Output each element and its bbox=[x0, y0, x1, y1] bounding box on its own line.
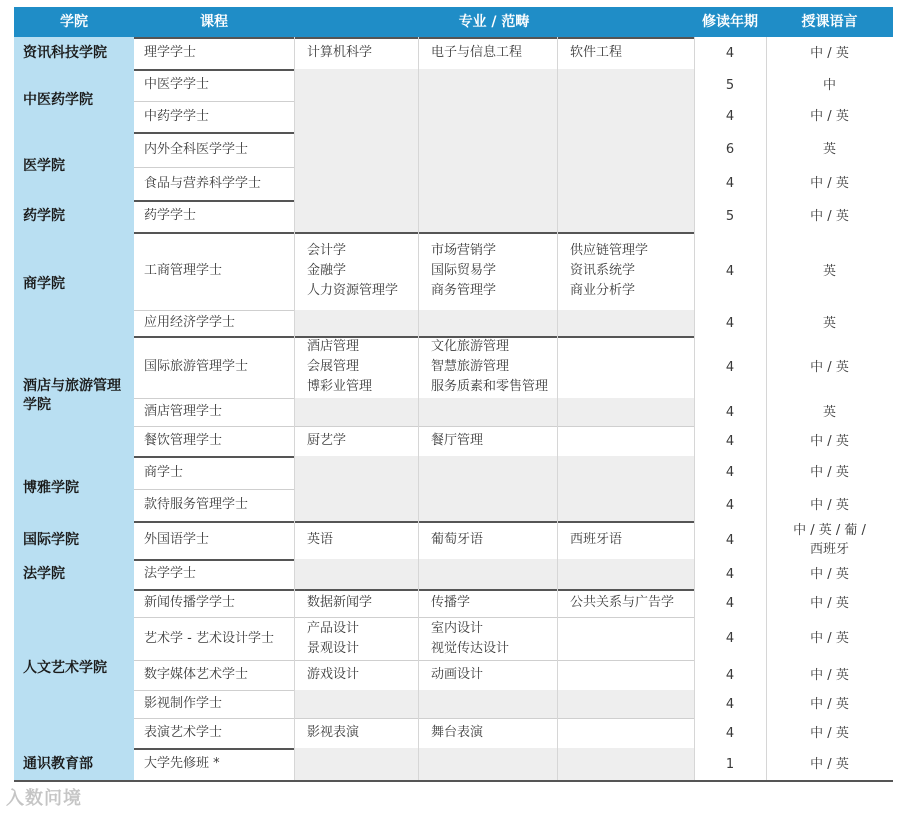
study-years bbox=[694, 426, 766, 456]
study-years bbox=[694, 589, 766, 617]
college-name-text: 药学院 bbox=[23, 207, 65, 224]
study-years-text: 4 bbox=[725, 497, 735, 513]
column-divider bbox=[694, 589, 695, 748]
college-name-text: 人文艺术学院 bbox=[23, 660, 107, 676]
teaching-language-text: 中 / 英 bbox=[810, 725, 849, 741]
course-name-text: 理学学士 bbox=[144, 45, 197, 60]
course-name-text: 影视制作学士 bbox=[144, 696, 223, 711]
column-divider bbox=[557, 521, 558, 559]
course-name-text: 餐饮管理学士 bbox=[144, 433, 223, 448]
teaching-language bbox=[766, 589, 893, 617]
teaching-language-text: 英 bbox=[822, 404, 836, 420]
major-item: 动画设计 bbox=[431, 667, 484, 682]
study-years bbox=[694, 456, 766, 489]
teaching-language bbox=[766, 310, 893, 336]
major-list bbox=[294, 398, 694, 426]
column-divider bbox=[294, 336, 295, 456]
major-list bbox=[294, 489, 694, 521]
teaching-language-text: 英 bbox=[822, 142, 836, 157]
teaching-language-text: 中 / 英 bbox=[810, 631, 849, 646]
header-course-text: 课程 bbox=[200, 14, 228, 30]
study-years-text: 4 bbox=[725, 263, 735, 279]
major-item: 计算机科学 bbox=[307, 45, 373, 60]
teaching-language-text: 中 / 英 bbox=[810, 45, 849, 61]
college-name bbox=[14, 748, 134, 780]
college-name-text: 博雅学院 bbox=[23, 480, 79, 496]
major-item: 商业分析学 bbox=[570, 283, 636, 298]
major-item: 智慧旅游管理 bbox=[431, 359, 510, 374]
college-name bbox=[14, 456, 134, 521]
column-divider bbox=[694, 232, 695, 336]
college-name-text: 国际学院 bbox=[23, 531, 79, 548]
column-divider bbox=[557, 69, 558, 132]
column-divider bbox=[766, 589, 767, 748]
teaching-language bbox=[766, 521, 893, 559]
column-divider bbox=[418, 336, 419, 456]
study-years-text: 4 bbox=[725, 532, 735, 548]
teaching-language bbox=[766, 336, 893, 398]
teaching-language bbox=[766, 200, 893, 232]
study-years bbox=[694, 489, 766, 521]
major-item: 室内设计 bbox=[431, 620, 484, 636]
course-name-text: 工商管理学士 bbox=[144, 263, 223, 278]
major-list bbox=[294, 617, 694, 660]
header-lang bbox=[766, 7, 893, 37]
study-years bbox=[694, 617, 766, 660]
course-name bbox=[134, 456, 294, 489]
college-name-text: 中医药学院 bbox=[23, 92, 93, 108]
course-name-text: 款待服务管理学士 bbox=[144, 497, 249, 512]
study-years bbox=[694, 748, 766, 780]
major-line bbox=[307, 43, 694, 63]
major-item: 市场营销学 bbox=[431, 243, 497, 258]
teaching-language-text: 中 / 英 bbox=[810, 359, 849, 375]
course-name bbox=[134, 336, 294, 398]
course-name bbox=[134, 718, 294, 748]
college-name-text: 医学院 bbox=[23, 157, 65, 174]
column-divider bbox=[294, 559, 295, 589]
major-item: 葡萄牙语 bbox=[431, 532, 484, 547]
course-name bbox=[134, 200, 294, 232]
column-divider bbox=[766, 559, 767, 589]
column-divider bbox=[294, 132, 295, 200]
column-divider bbox=[294, 200, 295, 232]
study-years-text: 4 bbox=[725, 566, 735, 582]
course-name bbox=[134, 690, 294, 718]
teaching-language-text: 中 / 英 bbox=[810, 433, 849, 449]
study-years bbox=[694, 132, 766, 167]
teaching-language-text: 中 / 英 / 葡 / 西班牙 bbox=[793, 523, 866, 557]
course-name-text: 中医学学士 bbox=[144, 77, 210, 92]
column-divider bbox=[766, 521, 767, 559]
course-name bbox=[134, 617, 294, 660]
study-years-text: 1 bbox=[725, 756, 735, 772]
major-item: 国际贸易学 bbox=[431, 263, 497, 278]
teaching-language bbox=[766, 101, 893, 132]
course-name bbox=[134, 132, 294, 167]
teaching-language-text: 中 bbox=[822, 77, 836, 93]
watermark-text: 入数问境 bbox=[6, 788, 82, 809]
study-years bbox=[694, 398, 766, 426]
major-item: 英语 bbox=[307, 532, 334, 547]
course-name bbox=[134, 310, 294, 336]
study-years-text: 4 bbox=[725, 465, 735, 480]
study-years-text: 4 bbox=[725, 631, 735, 646]
teaching-language bbox=[766, 37, 893, 69]
column-divider bbox=[557, 200, 558, 232]
major-item: 影视表演 bbox=[307, 725, 360, 740]
major-line bbox=[307, 281, 694, 301]
major-list bbox=[294, 69, 694, 101]
column-divider bbox=[766, 336, 767, 456]
major-line bbox=[307, 665, 694, 685]
course-name-text: 药学学士 bbox=[144, 208, 197, 223]
study-years bbox=[694, 101, 766, 132]
major-item: 文化旅游管理 bbox=[431, 339, 510, 354]
major-list bbox=[294, 718, 694, 748]
major-item: 会计学 bbox=[307, 243, 347, 258]
teaching-language-text: 英 bbox=[822, 315, 836, 331]
column-divider bbox=[766, 748, 767, 780]
major-list bbox=[294, 748, 694, 780]
major-line bbox=[307, 377, 694, 397]
study-years-text: 4 bbox=[725, 404, 735, 420]
column-divider bbox=[694, 456, 695, 521]
college-name-text: 资讯科技学院 bbox=[23, 44, 107, 61]
teaching-language bbox=[766, 132, 893, 167]
college-name bbox=[14, 336, 134, 456]
teaching-language-text: 中 / 英 bbox=[810, 595, 849, 611]
study-years-text: 6 bbox=[725, 142, 735, 157]
major-line bbox=[307, 593, 694, 613]
course-name bbox=[134, 489, 294, 521]
teaching-language bbox=[766, 718, 893, 748]
study-years bbox=[694, 167, 766, 200]
major-item: 产品设计 bbox=[307, 620, 360, 636]
major-item: 软件工程 bbox=[570, 45, 623, 60]
study-years bbox=[694, 718, 766, 748]
major-item: 电子与信息工程 bbox=[431, 45, 523, 60]
column-divider bbox=[557, 232, 558, 336]
teaching-language bbox=[766, 660, 893, 690]
college-name bbox=[14, 559, 134, 589]
teaching-language-text: 中 / 英 bbox=[810, 696, 849, 712]
teaching-language bbox=[766, 426, 893, 456]
course-name-text: 法学学士 bbox=[144, 566, 197, 581]
header-major bbox=[294, 7, 694, 37]
study-years-text: 4 bbox=[725, 595, 735, 611]
major-item: 视觉传达设计 bbox=[431, 640, 510, 656]
course-name bbox=[134, 101, 294, 132]
column-divider bbox=[766, 37, 767, 69]
column-divider bbox=[418, 232, 419, 336]
teaching-language-text: 中 / 英 bbox=[810, 465, 849, 480]
course-name bbox=[134, 521, 294, 559]
column-divider bbox=[418, 748, 419, 780]
course-name bbox=[134, 589, 294, 617]
column-divider bbox=[694, 69, 695, 132]
column-divider bbox=[294, 521, 295, 559]
column-divider bbox=[418, 132, 419, 200]
study-years bbox=[694, 232, 766, 310]
study-years bbox=[694, 521, 766, 559]
study-years-text: 4 bbox=[725, 315, 735, 331]
study-years bbox=[694, 69, 766, 101]
programme-table bbox=[14, 7, 893, 782]
course-name-text: 表演艺术学士 bbox=[144, 725, 223, 740]
column-divider bbox=[294, 69, 295, 132]
teaching-language-text: 中 / 英 bbox=[810, 566, 849, 582]
column-divider bbox=[294, 748, 295, 780]
column-divider bbox=[418, 37, 419, 69]
course-name bbox=[134, 167, 294, 200]
header-years-text: 修读年期 bbox=[702, 14, 758, 30]
course-name bbox=[134, 559, 294, 589]
study-years-text: 4 bbox=[725, 45, 735, 61]
header-college bbox=[14, 7, 134, 37]
major-line bbox=[307, 723, 694, 743]
column-divider bbox=[557, 589, 558, 748]
teaching-language bbox=[766, 398, 893, 426]
study-years-text: 4 bbox=[725, 667, 735, 683]
header-course bbox=[134, 7, 294, 37]
header-college-text: 学院 bbox=[60, 14, 88, 30]
major-line bbox=[307, 241, 694, 261]
major-item: 舞台表演 bbox=[431, 725, 484, 740]
column-divider bbox=[557, 748, 558, 780]
study-years bbox=[694, 310, 766, 336]
college-name bbox=[14, 232, 134, 336]
course-name-text: 酒店管理学士 bbox=[144, 404, 223, 419]
college-name-text: 法学院 bbox=[23, 565, 65, 582]
column-divider bbox=[766, 456, 767, 521]
college-name bbox=[14, 69, 134, 132]
major-list bbox=[294, 132, 694, 167]
college-name bbox=[14, 37, 134, 69]
major-list bbox=[294, 690, 694, 718]
course-name-text: 大学先修班 * bbox=[144, 756, 220, 771]
column-divider bbox=[557, 132, 558, 200]
teaching-language-text: 中 / 英 bbox=[810, 109, 849, 124]
major-list bbox=[294, 559, 694, 589]
major-list bbox=[294, 589, 694, 617]
major-list bbox=[294, 426, 694, 456]
study-years-text: 4 bbox=[725, 725, 735, 741]
major-item: 人力资源管理学 bbox=[307, 283, 399, 298]
course-name-text: 食品与营养科学学士 bbox=[144, 175, 262, 191]
major-item: 传播学 bbox=[431, 595, 471, 610]
study-years-text: 4 bbox=[725, 359, 735, 375]
major-item: 酒店管理 bbox=[307, 339, 360, 354]
column-divider bbox=[294, 589, 295, 748]
column-divider bbox=[418, 69, 419, 132]
course-name bbox=[134, 69, 294, 101]
major-line bbox=[307, 431, 694, 451]
college-name bbox=[14, 200, 134, 232]
teaching-language bbox=[766, 559, 893, 589]
course-name-text: 内外全科医学学士 bbox=[144, 141, 249, 157]
teaching-language-text: 中 / 英 bbox=[810, 667, 849, 683]
study-years bbox=[694, 559, 766, 589]
major-item: 厨艺学 bbox=[307, 433, 347, 448]
course-name-text: 中药学学士 bbox=[144, 108, 210, 124]
major-item: 会展管理 bbox=[307, 359, 360, 374]
teaching-language-text: 中 / 英 bbox=[810, 208, 849, 224]
column-divider bbox=[418, 521, 419, 559]
study-years bbox=[694, 336, 766, 398]
study-years-text: 4 bbox=[725, 109, 735, 124]
major-list bbox=[294, 336, 694, 398]
study-years-text: 5 bbox=[725, 77, 735, 93]
column-divider bbox=[557, 456, 558, 521]
column-divider bbox=[694, 37, 695, 69]
major-item: 公共关系与广告学 bbox=[570, 595, 675, 610]
major-item: 服务质素和零售管理 bbox=[431, 379, 549, 394]
column-divider bbox=[694, 200, 695, 232]
major-list bbox=[294, 167, 694, 200]
header-lang-text: 授课语言 bbox=[801, 14, 858, 30]
course-name bbox=[134, 398, 294, 426]
teaching-language bbox=[766, 232, 893, 310]
teaching-language-text: 中 / 英 bbox=[810, 497, 849, 513]
major-item: 供应链管理学 bbox=[570, 243, 649, 258]
course-name-text: 商学士 bbox=[144, 464, 184, 480]
major-line bbox=[307, 357, 694, 377]
major-list bbox=[294, 101, 694, 132]
college-name bbox=[14, 589, 134, 748]
course-name bbox=[134, 426, 294, 456]
college-name-text: 通识教育部 bbox=[23, 755, 93, 772]
course-name-text: 应用经济学学士 bbox=[144, 315, 236, 330]
major-list bbox=[294, 521, 694, 559]
major-line bbox=[307, 639, 694, 659]
header-major-text: 专业 / 范畴 bbox=[458, 14, 530, 30]
major-item: 资讯系统学 bbox=[570, 263, 636, 278]
major-list bbox=[294, 200, 694, 232]
teaching-language bbox=[766, 748, 893, 780]
study-years bbox=[694, 660, 766, 690]
course-name-text: 新闻传播学学士 bbox=[144, 595, 236, 610]
major-item: 商务管理学 bbox=[431, 283, 497, 298]
column-divider bbox=[294, 37, 295, 69]
study-years-text: 5 bbox=[725, 208, 735, 224]
study-years-text: 4 bbox=[725, 696, 735, 712]
column-divider bbox=[557, 336, 558, 456]
study-years-text: 4 bbox=[725, 433, 735, 449]
column-divider bbox=[557, 559, 558, 589]
group-divider bbox=[14, 780, 893, 782]
course-name-text: 艺术学 - 艺术设计学士 bbox=[144, 630, 274, 646]
course-name bbox=[134, 748, 294, 780]
study-years bbox=[694, 690, 766, 718]
column-divider bbox=[766, 69, 767, 132]
major-item: 博彩业管理 bbox=[307, 379, 373, 394]
major-item: 金融学 bbox=[307, 263, 347, 278]
college-name-text: 酒店与旅游管理学院 bbox=[23, 378, 121, 413]
column-divider bbox=[557, 37, 558, 69]
major-line bbox=[307, 530, 694, 550]
column-divider bbox=[294, 232, 295, 336]
major-line bbox=[307, 337, 694, 357]
column-divider bbox=[766, 200, 767, 232]
column-divider bbox=[418, 200, 419, 232]
major-item: 景观设计 bbox=[307, 640, 360, 656]
column-divider bbox=[694, 521, 695, 559]
column-divider bbox=[694, 336, 695, 456]
college-name bbox=[14, 521, 134, 559]
college-name bbox=[14, 132, 134, 200]
college-name-text: 商学院 bbox=[23, 275, 65, 292]
column-divider bbox=[294, 456, 295, 521]
teaching-language-text: 中 / 英 bbox=[810, 176, 849, 191]
major-list bbox=[294, 456, 694, 489]
column-divider bbox=[766, 132, 767, 200]
study-years bbox=[694, 200, 766, 232]
study-years bbox=[694, 37, 766, 69]
teaching-language bbox=[766, 489, 893, 521]
major-list bbox=[294, 232, 694, 310]
course-name-text: 数字媒体艺术学士 bbox=[144, 667, 249, 682]
column-divider bbox=[418, 559, 419, 589]
course-name bbox=[134, 37, 294, 69]
teaching-language bbox=[766, 690, 893, 718]
course-name bbox=[134, 660, 294, 690]
study-years-text: 4 bbox=[725, 176, 735, 191]
course-name bbox=[134, 232, 294, 310]
major-item: 西班牙语 bbox=[570, 532, 623, 547]
major-item: 餐厅管理 bbox=[431, 433, 484, 448]
header-years bbox=[694, 7, 766, 37]
teaching-language-text: 中 / 英 bbox=[810, 756, 849, 772]
teaching-language bbox=[766, 167, 893, 200]
teaching-language bbox=[766, 456, 893, 489]
column-divider bbox=[418, 456, 419, 521]
course-name-text: 国际旅游管理学士 bbox=[144, 359, 249, 374]
teaching-language bbox=[766, 617, 893, 660]
major-line bbox=[307, 619, 694, 639]
major-list bbox=[294, 310, 694, 336]
column-divider bbox=[694, 132, 695, 200]
teaching-language-text: 英 bbox=[822, 263, 836, 279]
major-item: 数据新闻学 bbox=[307, 595, 373, 610]
course-name-text: 外国语学士 bbox=[144, 532, 210, 547]
column-divider bbox=[694, 559, 695, 589]
teaching-language bbox=[766, 69, 893, 101]
column-divider bbox=[418, 589, 419, 748]
column-divider bbox=[694, 748, 695, 780]
major-list bbox=[294, 660, 694, 690]
major-list bbox=[294, 37, 694, 69]
major-line bbox=[307, 261, 694, 281]
major-item: 游戏设计 bbox=[307, 667, 360, 682]
column-divider bbox=[766, 232, 767, 336]
